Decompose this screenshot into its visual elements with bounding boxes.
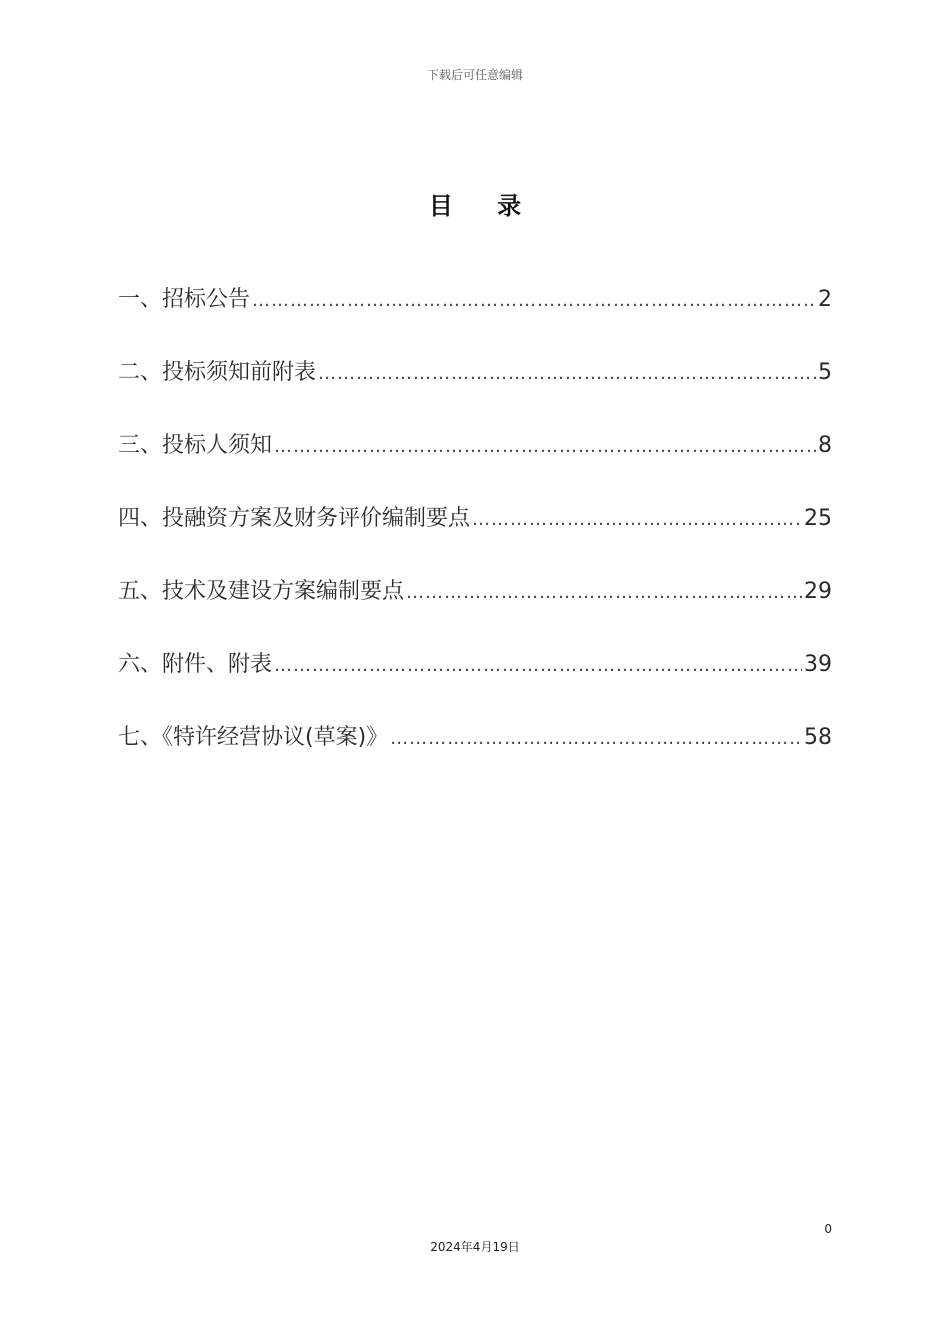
- toc-item-technical-plan[interactable]: [118, 574, 832, 647]
- toc-item-page: 58: [804, 725, 832, 750]
- table-of-contents: [118, 282, 832, 793]
- toc-dot-leader: [274, 436, 816, 457]
- toc-item-attachments[interactable]: [118, 647, 832, 720]
- header-note: 下载后可任意编辑: [426, 68, 523, 82]
- toc-item-instructions-to-bidders[interactable]: [118, 428, 832, 501]
- footer-page-number: 0: [824, 1222, 832, 1236]
- toc-item-label: 二、投标须知前附表: [118, 360, 317, 385]
- toc-item-label: 五、技术及建设方案编制要点: [118, 579, 405, 604]
- toc-item-page: 25: [804, 506, 832, 531]
- toc-item-label: 一、招标公告: [118, 287, 251, 312]
- toc-item-tender-announcement[interactable]: [118, 282, 832, 355]
- toc-dot-leader: [252, 290, 816, 311]
- toc-item-page: 8: [818, 433, 832, 458]
- toc-item-label: 四、投融资方案及财务评价编制要点: [118, 506, 471, 531]
- toc-dot-leader: [274, 655, 802, 676]
- toc-dot-leader: [406, 582, 802, 603]
- footer-date: 2024年4月19日: [430, 1240, 520, 1254]
- toc-item-page: 39: [804, 652, 832, 677]
- toc-item-label: 三、投标人须知: [118, 433, 273, 458]
- toc-dot-leader: [390, 728, 802, 749]
- toc-dot-leader: [472, 509, 802, 530]
- toc-item-page: 29: [804, 579, 832, 604]
- toc-item-financing-plan[interactable]: [118, 501, 832, 574]
- toc-item-label: 六、附件、附表: [118, 652, 273, 677]
- toc-title: 目 录: [428, 192, 540, 220]
- toc-item-page: 5: [818, 360, 832, 385]
- toc-item-bidder-data-sheet[interactable]: [118, 355, 832, 428]
- toc-dot-leader: [318, 363, 816, 384]
- toc-item-franchise-agreement[interactable]: [118, 720, 832, 793]
- toc-item-page: 2: [818, 287, 832, 312]
- toc-item-label: 七、《特许经营协议(草案)》: [118, 725, 389, 750]
